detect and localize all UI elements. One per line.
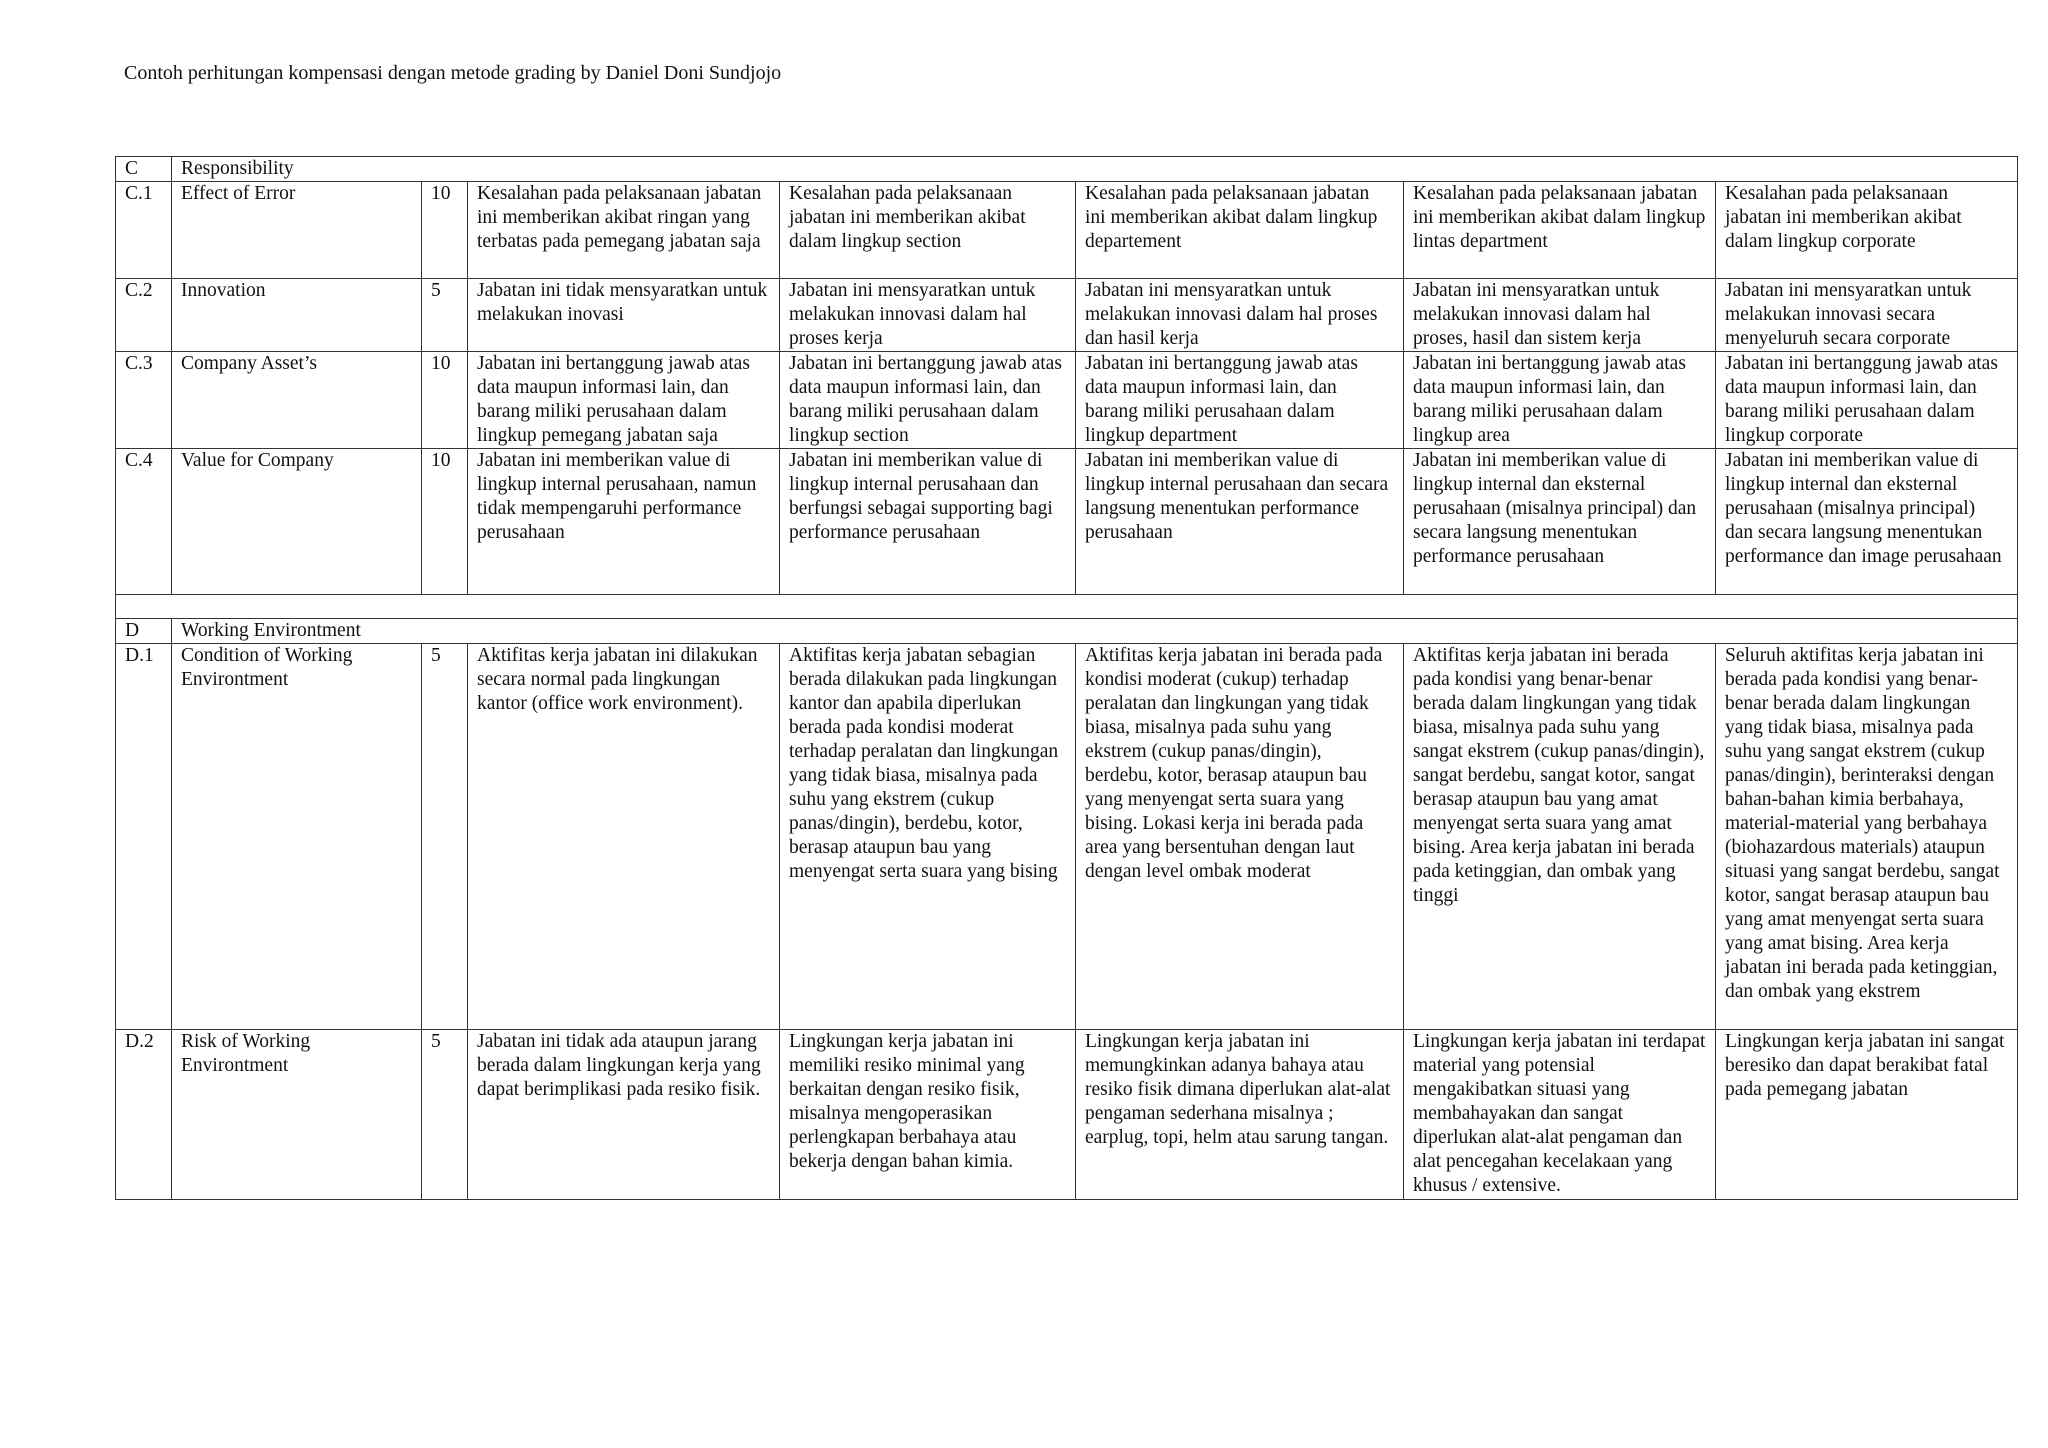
level-1-cell: Jabatan ini tidak ada ataupun jarang berada dalam lingkungan kerja yang dapat berimplikasi pada resiko fisik. — [468, 1030, 780, 1200]
level-3-cell: Jabatan ini bertanggung jawab atas data maupun informasi lain, dan barang miliki perusahaan dalam lingkup department — [1076, 352, 1404, 449]
section-header-row — [116, 619, 2018, 644]
level-2-cell: Jabatan ini memberikan value di lingkup internal perusahaan dan berfungsi sebagai supporting bagi performance perusahaan — [780, 449, 1076, 595]
level-4-cell: Aktifitas kerja jabatan ini berada pada kondisi yang benar-benar berada dalam lingkungan yang tidak biasa, misalnya pada suhu yang sangat ekstrem (cukup panas/dingin), sangat berdebu, sangat kotor, sangat berasap ataupun bau yang amat menyengat serta suara yang amat bising. Area kerja jabatan ini berada pada ketinggian, dan ombak yang tinggi — [1404, 644, 1716, 1030]
factor-code: C.1 — [116, 182, 172, 279]
level-1-cell: Jabatan ini bertanggung jawab atas data maupun informasi lain, dan barang miliki perusahaan dalam lingkup pemegang jabatan saja — [468, 352, 780, 449]
level-3-cell: Kesalahan pada pelaksanaan jabatan ini memberikan akibat dalam lingkup departement — [1076, 182, 1404, 279]
level-3-cell: Aktifitas kerja jabatan ini berada pada kondisi moderat (cukup) terhadap peralatan dan lingkungan yang tidak biasa, misalnya pada suhu yang ekstrem (cukup panas/dingin), berdebu, kotor, berasap ataupun bau yang menyengat serta suara yang bising. Lokasi kerja ini berada pada area yang bersentuhan dengan laut dengan level ombak moderat — [1076, 644, 1404, 1030]
section-code: D — [116, 619, 172, 644]
level-1-cell: Aktifitas kerja jabatan ini dilakukan secara normal pada lingkungan kantor (office work environment). — [468, 644, 780, 1030]
table-row — [116, 1030, 2018, 1200]
level-5-cell: Seluruh aktifitas kerja jabatan ini berada pada kondisi yang benar-benar berada dalam lingkungan yang tidak biasa, misalnya pada suhu yang sangat ekstrem (cukup panas/dingin), berinteraksi dengan bahan-bahan kimia berbahaya, material-material yang berbahaya (biohazardous materials) ataupun situasi yang sangat berdebu, sangat kotor, sangat berasap ataupun bau yang amat menyengat serta suara yang amat bising. Area kerja jabatan ini berada pada ketinggian, dan ombak yang ekstrem — [1716, 644, 2018, 1030]
section-title: Working Environtment — [172, 619, 2018, 644]
level-2-cell: Aktifitas kerja jabatan sebagian berada dilakukan pada lingkungan kantor dan apabila diperlukan berada pada kondisi moderat terhadap peralatan dan lingkungan yang tidak biasa, misalnya pada suhu yang ekstrem (cukup panas/dingin), berdebu, kotor, berasap ataupun bau yang menyengat serta suara yang bising — [780, 644, 1076, 1030]
section-header-row — [116, 157, 2018, 182]
factor-weight: 10 — [422, 449, 468, 595]
table-row — [116, 449, 2018, 595]
table-row — [116, 352, 2018, 449]
factor-weight: 10 — [422, 352, 468, 449]
factor-weight: 5 — [422, 644, 468, 1030]
level-2-cell: Kesalahan pada pelaksanaan jabatan ini memberikan akibat dalam lingkup section — [780, 182, 1076, 279]
level-4-cell: Jabatan ini bertanggung jawab atas data maupun informasi lain, dan barang miliki perusahaan dalam lingkup area — [1404, 352, 1716, 449]
level-1-cell: Jabatan ini memberikan value di lingkup internal perusahaan, namun tidak mempengaruhi performance perusahaan — [468, 449, 780, 595]
factor-name: Condition of Working Environtment — [172, 644, 422, 1030]
level-1-cell: Jabatan ini tidak mensyaratkan untuk melakukan inovasi — [468, 279, 780, 352]
factor-code: C.3 — [116, 352, 172, 449]
factor-code: C.4 — [116, 449, 172, 595]
section-code: C — [116, 157, 172, 182]
level-3-cell: Jabatan ini memberikan value di lingkup internal perusahaan dan secara langsung menentukan performance perusahaan — [1076, 449, 1404, 595]
page-title: Contoh perhitungan kompensasi dengan metode grading by Daniel Doni Sundjojo — [124, 62, 782, 84]
spacer-row — [116, 595, 2018, 619]
level-2-cell: Jabatan ini mensyaratkan untuk melakukan innovasi dalam hal proses kerja — [780, 279, 1076, 352]
table-row — [116, 644, 2018, 1030]
level-3-cell: Lingkungan kerja jabatan ini memungkinkan adanya bahaya atau resiko fisik dimana diperlukan alat-alat pengaman sederhana misalnya ; earplug, topi, helm atau sarung tangan. — [1076, 1030, 1404, 1200]
level-4-cell: Jabatan ini memberikan value di lingkup internal dan eksternal perusahaan (misalnya principal) dan secara langsung menentukan performance perusahaan — [1404, 449, 1716, 595]
level-4-cell: Lingkungan kerja jabatan ini terdapat material yang potensial mengakibatkan situasi yang membahayakan dan sangat diperlukan alat-alat pengaman dan alat pencegahan kecelakaan yang khusus / extensive. — [1404, 1030, 1716, 1200]
level-5-cell: Kesalahan pada pelaksanaan jabatan ini memberikan akibat dalam lingkup corporate — [1716, 182, 2018, 279]
factor-weight: 5 — [422, 1030, 468, 1200]
section-title: Responsibility — [172, 157, 2018, 182]
level-2-cell: Lingkungan kerja jabatan ini memiliki resiko minimal yang berkaitan dengan resiko fisik, misalnya mengoperasikan perlengkapan berbahaya atau bekerja dengan bahan kimia. — [780, 1030, 1076, 1200]
table-row — [116, 182, 2018, 279]
factor-name: Value for Company — [172, 449, 422, 595]
factor-weight: 10 — [422, 182, 468, 279]
level-5-cell: Lingkungan kerja jabatan ini sangat beresiko dan dapat berakibat fatal pada pemegang jabatan — [1716, 1030, 2018, 1200]
factor-name: Innovation — [172, 279, 422, 352]
factor-name: Risk of Working Environtment — [172, 1030, 422, 1200]
level-4-cell: Kesalahan pada pelaksanaan jabatan ini memberikan akibat dalam lingkup lintas department — [1404, 182, 1716, 279]
factor-code: D.2 — [116, 1030, 172, 1200]
factor-code: D.1 — [116, 644, 172, 1030]
level-3-cell: Jabatan ini mensyaratkan untuk melakukan innovasi dalam hal proses dan hasil kerja — [1076, 279, 1404, 352]
level-5-cell: Jabatan ini bertanggung jawab atas data maupun informasi lain, dan barang miliki perusahaan dalam lingkup corporate — [1716, 352, 2018, 449]
grading-table — [115, 156, 2018, 1200]
factor-weight: 5 — [422, 279, 468, 352]
level-2-cell: Jabatan ini bertanggung jawab atas data maupun informasi lain, dan barang miliki perusahaan dalam lingkup section — [780, 352, 1076, 449]
level-5-cell: Jabatan ini mensyaratkan untuk melakukan innovasi secara menyeluruh secara corporate — [1716, 279, 2018, 352]
level-5-cell: Jabatan ini memberikan value di lingkup internal dan eksternal perusahaan (misalnya principal) dan secara langsung menentukan performance dan image perusahaan — [1716, 449, 2018, 595]
table-row — [116, 279, 2018, 352]
factor-name: Company Asset’s — [172, 352, 422, 449]
factor-code: C.2 — [116, 279, 172, 352]
level-1-cell: Kesalahan pada pelaksanaan jabatan ini memberikan akibat ringan yang terbatas pada pemegang jabatan saja — [468, 182, 780, 279]
level-4-cell: Jabatan ini mensyaratkan untuk melakukan innovasi dalam hal proses, hasil dan sistem kerja — [1404, 279, 1716, 352]
spacer-cell — [116, 595, 2018, 619]
factor-name: Effect of Error — [172, 182, 422, 279]
